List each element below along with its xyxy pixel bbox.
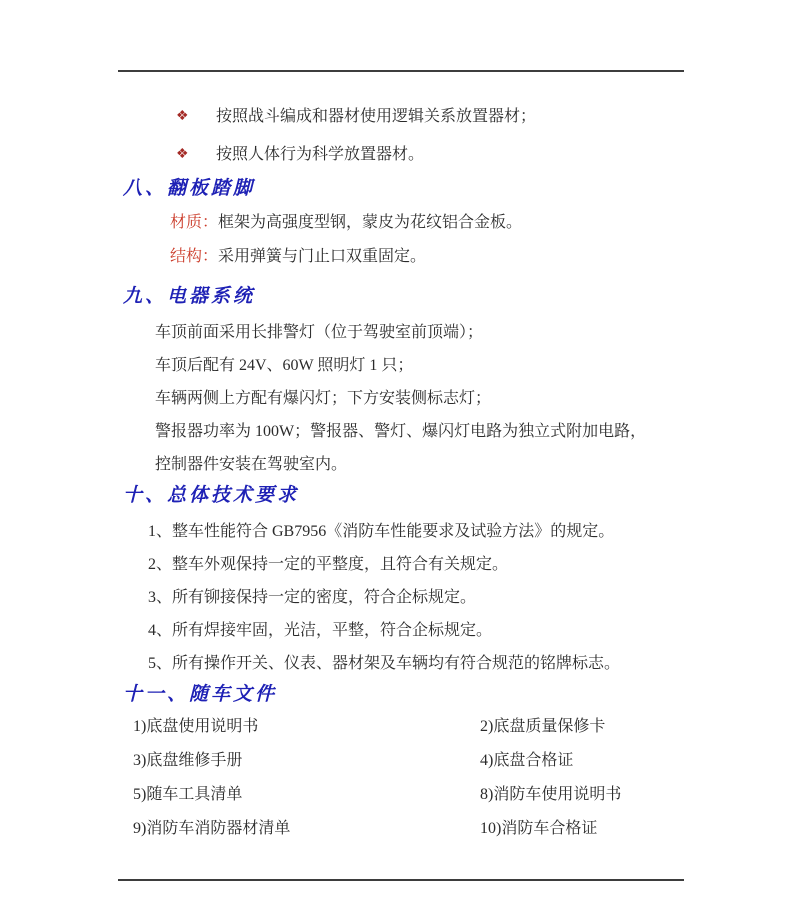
document-name: 9)消防车消防器材清单 xyxy=(133,820,291,837)
top-rule xyxy=(118,70,684,72)
spec-entry xyxy=(170,206,800,240)
bullet-list xyxy=(176,98,800,174)
bullet-item xyxy=(176,98,800,136)
section-heading-general-requirements: 十、总体技术要求 xyxy=(123,485,300,506)
body-paragraph: 车辆两侧上方配有爆闪灯；下方安装侧标志灯； xyxy=(155,390,492,407)
numbered-item: 4、所有焊接牢固，光洁，平整，符合企标规定。 xyxy=(148,622,493,639)
spec-text: 采用弹簧与门止口双重固定。 xyxy=(218,248,427,265)
document-row xyxy=(133,744,800,778)
diamond-bullet-icon: ❖ xyxy=(176,109,189,124)
body-paragraph: 警报器功率为 100W；警报器、警灯、爆闪灯电路为独立式附加电路， xyxy=(155,423,647,440)
numbered-item: 5、所有操作开关、仪表、器材架及车辆均有符合规范的铭牌标志。 xyxy=(148,655,621,672)
document-list xyxy=(133,710,800,846)
document-row xyxy=(133,778,800,812)
body-paragraph: 车顶前面采用长排警灯（位于驾驶室前顶端）； xyxy=(155,324,484,341)
numbered-item: 3、所有铆接保持一定的密度，符合企标规定。 xyxy=(148,589,477,606)
numbered-item: 1、整车性能符合 GB7956《消防车性能要求及试验方法》的规定。 xyxy=(148,523,615,540)
body-paragraph: 车顶后配有 24V、60W 照明灯 1 只； xyxy=(155,357,414,374)
bullet-text: 按照战斗编成和器材使用逻辑关系放置器材； xyxy=(216,108,537,125)
document-row xyxy=(133,812,800,846)
document-row xyxy=(133,710,800,744)
diamond-bullet-icon: ❖ xyxy=(176,147,189,162)
spec-label-structure: 结构： xyxy=(170,248,219,265)
spec-label-material: 材质： xyxy=(170,214,219,231)
bullet-text: 按照人体行为科学放置器材。 xyxy=(216,146,425,163)
section-heading-accompanying-documents: 十一、随车文件 xyxy=(123,684,278,705)
document-name: 3)底盘维修手册 xyxy=(133,752,243,769)
section-heading-flip-step: 八、翻板踏脚 xyxy=(123,178,256,199)
body-paragraph: 控制器件安装在驾驶室内。 xyxy=(155,456,348,473)
numbered-item: 2、整车外观保持一定的平整度，且符合有关规定。 xyxy=(148,556,509,573)
document-name: 5)随车工具清单 xyxy=(133,786,243,803)
section-heading-electrics: 九、电器系统 xyxy=(123,286,256,307)
spec-text: 框架为高强度型钢，蒙皮为花纹铝合金板。 xyxy=(218,214,523,231)
bullet-item xyxy=(176,136,800,174)
document-name: 4)底盘合格证 xyxy=(480,752,574,769)
bottom-rule xyxy=(118,879,684,881)
document-name: 1)底盘使用说明书 xyxy=(133,718,259,735)
document-name: 8)消防车使用说明书 xyxy=(480,786,622,803)
document-name: 2)底盘质量保修卡 xyxy=(480,718,606,735)
document-name: 10)消防车合格证 xyxy=(480,820,598,837)
spec-entry xyxy=(170,240,800,274)
